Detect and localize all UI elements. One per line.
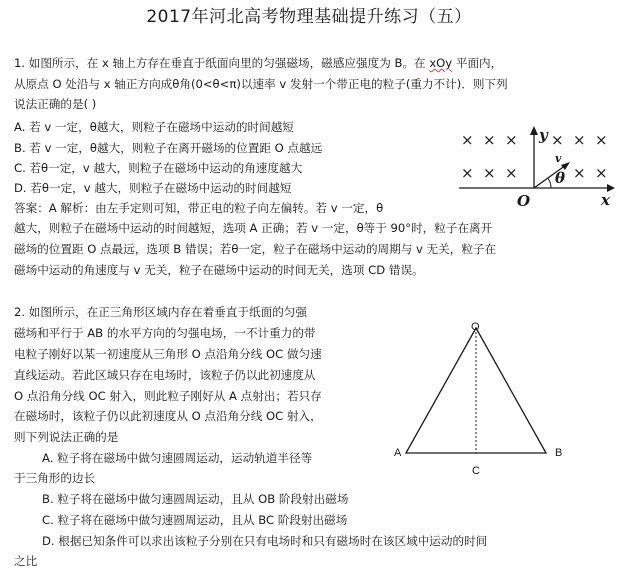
q1-stem-line-1 (14, 55, 502, 71)
vertex-o-label: O (471, 321, 480, 333)
q2-stem-line-1: 2. 如图所示，在正三角形区域内存在着垂直于纸面的匀强 (14, 305, 307, 319)
vertex-b-label: B (555, 447, 563, 459)
q1-option-a: A. 若 v 一定，θ越大，则粒子在磁场中运动的时间越短 (14, 120, 294, 134)
field-cross: × (505, 131, 518, 149)
q2-stem-line-6: 在磁场时，该粒子仍以此初速度从 O 点沿角分线 OC 射入， (14, 409, 322, 423)
field-cross: × (461, 131, 474, 149)
q1-option-c: C. 若θ一定，v 越大，则粒子在磁场中运动的角速度越大 (14, 161, 303, 175)
angle-label: θ (555, 169, 566, 187)
y-axis-label: y (539, 126, 548, 144)
field-cross: × (573, 164, 586, 182)
q2-stem-line-2: 磁场和平行于 AB 的水平方向的匀强电场，一不计重力的带 (14, 326, 316, 340)
field-cross: × (551, 131, 564, 149)
q1-stem-line-3: 说法正确的是( ) (14, 97, 97, 111)
q2-option-d: D. 根据已知条件可以求出该粒子分别在只有电场时和只有磁场时在该区域中运动的时间 (42, 534, 488, 548)
velocity-label: v (555, 152, 562, 165)
q1-stem-line-1-mark: xOy (429, 56, 453, 70)
origin-label: O (517, 192, 531, 210)
q1-stem-line-1-post: 平面内， (452, 56, 503, 70)
angle-arc (548, 178, 551, 188)
q1-stem-line-1-pre: 1. 如图所示，在 x 轴上方存在垂直于纸面向里的匀强磁场，磁感应强度为 B。在 (14, 56, 430, 70)
page-title: 2017年河北高考物理基础提升练习（五） (146, 7, 472, 27)
q1-answer-line-3: 磁场的位置距 O 点最远，选项 B 错误；若θ一定，粒子在磁场中运动的周期与 v 无关，粒子在 (14, 242, 497, 256)
x-axis-label: x (601, 191, 610, 209)
field-cross: × (573, 131, 586, 149)
q1-option-d: D. 若θ一定，v 越大，则粒子在磁场中运动的时间越短 (14, 181, 292, 195)
q1-answer-line-4: 磁场中运动的角速度与 v 无关，粒子在磁场中运动的时间无关，选项 CD 错误。 (14, 263, 424, 277)
field-cross: × (483, 131, 496, 149)
q2-option-b: B. 粒子将在磁场中做匀速圆周运动，且从 OB 阶段射出磁场 (42, 492, 349, 506)
q2-figure (388, 318, 578, 478)
q2-stem-line-7: 则下列说法正确的是 (14, 430, 119, 444)
point-c-label: C (472, 465, 480, 477)
field-cross: × (595, 131, 608, 149)
q1-figure (455, 122, 615, 212)
field-cross: × (595, 164, 608, 182)
q2-stem-line-4: 直线运动。若此区域只存在电场时，该粒子仍以此初速度从 (14, 368, 316, 382)
q2-option-c: C. 粒子将在磁场中做匀速圆周运动，且从 BC 阶段射出磁场 (42, 513, 348, 527)
vertex-a-label: A (394, 447, 402, 459)
q2-option-d-cont: 之比 (14, 554, 38, 568)
q1-option-b: B. 若 v 一定，θ越大，则粒子在离开磁场的位置距 O 点越远 (14, 141, 323, 155)
field-cross: × (483, 164, 496, 182)
y-axis-arrow-icon (530, 126, 538, 135)
q2-option-a-cont: 于三角形的边长 (14, 471, 96, 485)
q2-stem-line-3: 电粒子刚好以某一初速度从三角形 O 点沿角分线 OC 做匀速 (14, 347, 322, 361)
q2-stem-line-5: O 点沿角分线 OC 射入，则此粒子刚好从 A 点射出；若只存 (14, 389, 322, 403)
q1-answer-line-2: 越大，则粒子在磁场中运动的时间越短，选项 A 正确；若 v 一定，θ等于 90°时，粒子在离开 (14, 221, 493, 235)
q2-option-a: A. 粒子将在磁场中做匀速圆周运动，运动轨道半径等 (42, 451, 313, 465)
q1-stem-line-2: 从原点 O 处沿与 x 轴正方向成θ角(0<θ<π)以速率 v 发射一个带正电的粒子(重力不计)．则下列 (14, 77, 508, 91)
field-cross: × (505, 164, 518, 182)
field-cross: × (461, 164, 474, 182)
triangle (406, 328, 546, 453)
q1-answer-line-1: 答案：A 解析：由左手定则可知，带正电的粒子向左偏转。若 v 一定，θ (14, 201, 384, 215)
